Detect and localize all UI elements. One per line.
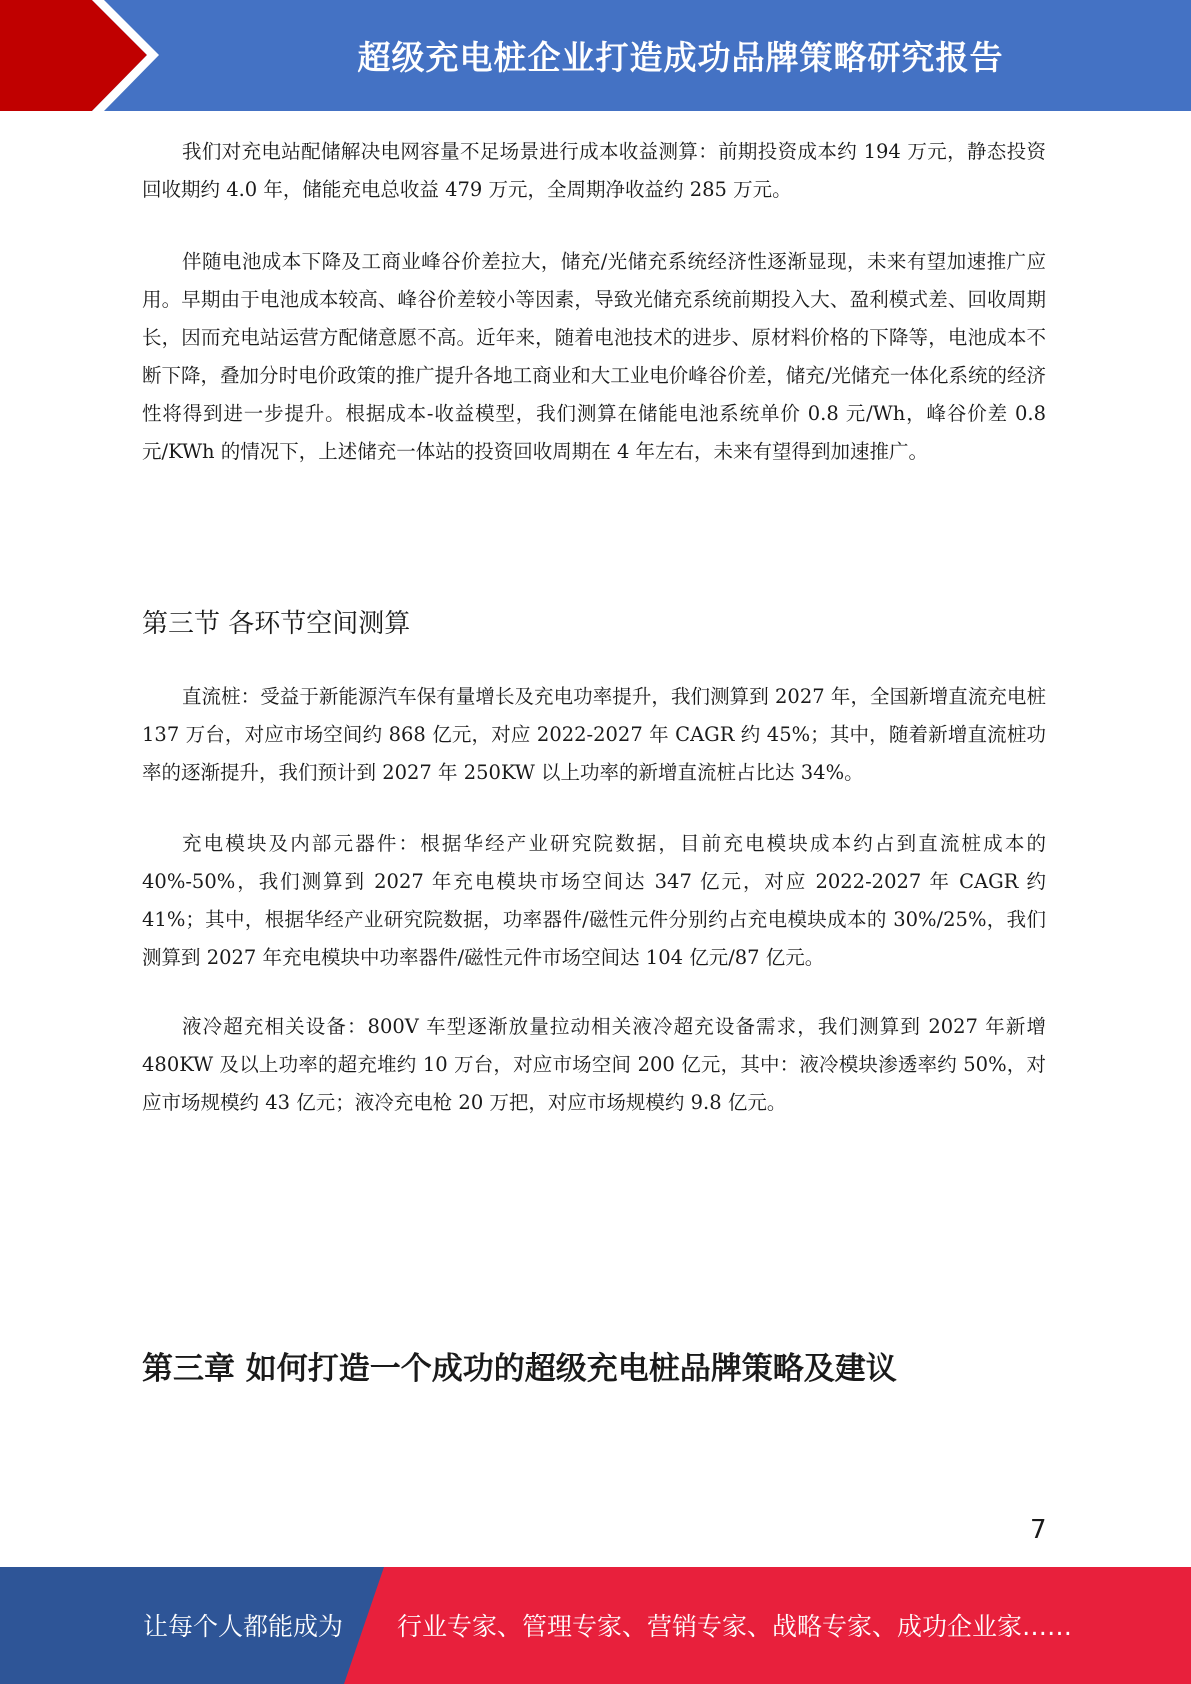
report-title: 超级充电桩企业打造成功品牌策略研究报告: [357, 38, 1004, 77]
paragraph-liquid-cooling: 液冷超充相关设备：800V 车型逐渐放量拉动相关液冷超充设备需求，我们测算到 2027 年新增 480KW 及以上功率的超充堆约 10 万台，对应市场空间 200 亿元，其中：液冷模块渗透率约 50%，对应市场规模约 43 亿元；液冷充电枪 20 万把，对应市场规模约 9.8 亿元。: [142, 1015, 1046, 1114]
footer-banner: [0, 1567, 1191, 1684]
paragraph-charging-module: 充电模块及内部元器件：根据华经产业研究院数据，目前充电模块成本约占到直流桩成本的 40%-50%，我们测算到 2027 年充电模块市场空间达 347 亿元，对应 2022-2027 年 CAGR 约 41%；其中，根据华经产业研究院数据，功率器件/磁性元件分别约占充电模块成本的 30%/25%，我们测算到 2027 年充电模块中功率器件/磁性元件市场空间达 104 亿元/87 亿元。: [142, 832, 1046, 969]
footer-slogan-left: 让每个人都能成为: [143, 1612, 344, 1641]
header-banner: [0, 0, 1191, 111]
paragraph-dc-pile: 直流桩：受益于新能源汽车保有量增长及充电功率提升，我们测算到 2027 年，全国新增直流充电桩 137 万台，对应市场空间约 868 亿元，对应 2022-2027 年 CAGR 约 45%；其中，随着新增直流桩功率的逐渐提升，我们预计到 2027 年 250KW 以上功率的新增直流桩占比达 34%。: [142, 685, 1046, 784]
paragraph-cost-benefit: 我们对充电站配储解决电网容量不足场景进行成本收益测算：前期投资成本约 194 万元，静态投资回收期约 4.0 年，储能充电总收益 479 万元，全周期净收益约 285 万元。: [142, 140, 1046, 201]
page-number: 7: [1030, 1515, 1047, 1545]
paragraph-storage-economics: 伴随电池成本下降及工商业峰谷价差拉大，储充/光储充系统经济性逐渐显现，未来有望加速推广应用。早期由于电池成本较高、峰谷价差较小等因素，导致光储充系统前期投入大、盈利模式差、回收周期长，因而充电站运营方配储意愿不高。近年来，随着电池技术的进步、原材料价格的下降等，电池成本不断下降，叠加分时电价政策的推广提升各地工商业和大工业电价峰谷价差，储充/光储充一体化系统的经济性将得到进一步提升。根据成本-收益模型，我们测算在储能电池系统单价 0.8 元/Wh，峰谷价差 0.8 元/KWh 的情况下，上述储充一体站的投资回收周期在 4 年左右，未来有望得到加速推广。: [142, 250, 1046, 463]
chapter-title: 第三章 如何打造一个成功的超级充电桩品牌策略及建议: [142, 1351, 897, 1387]
section-title: 第三节 各环节空间测算: [142, 609, 411, 639]
footer-slogan-right: 行业专家、管理专家、营销专家、战略专家、成功企业家……: [397, 1612, 1073, 1641]
